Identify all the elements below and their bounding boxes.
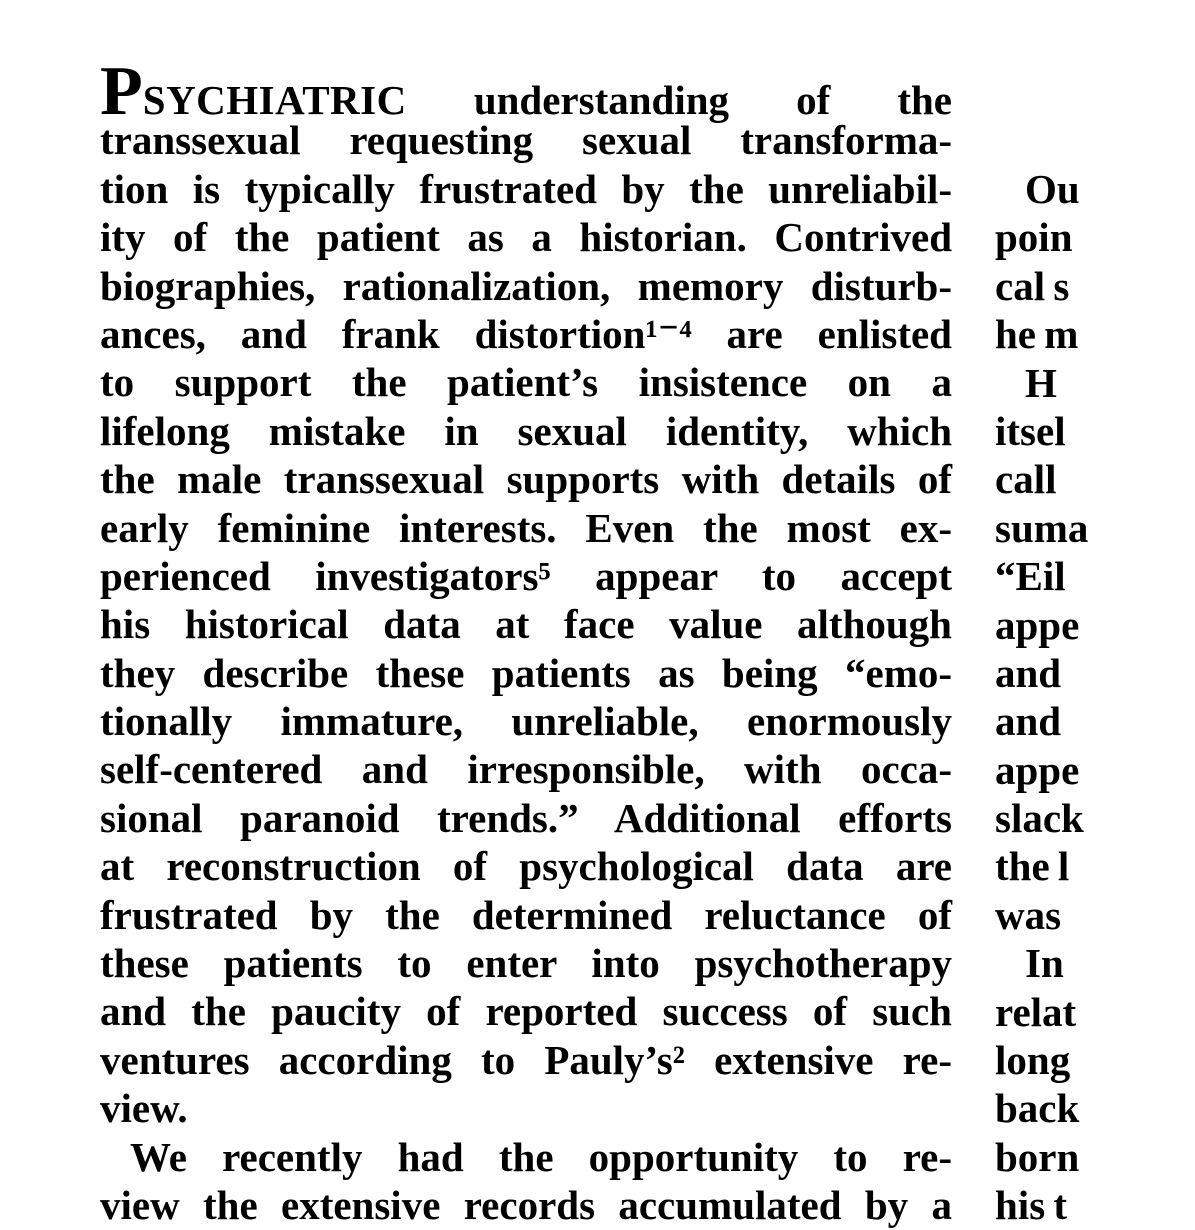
left-text-line: view. [100,1085,188,1132]
left-column-lines [100,116,952,1229]
left-text-line: early feminine interests. Even the most ex- [100,504,952,551]
left-text-line: perienced investigators⁵ appear to accept [100,552,952,599]
right-text-line: born [995,1133,1080,1180]
opening-line-rest: understanding of the [473,77,953,123]
right-text-line: was [995,891,1062,938]
right-text-line: and [995,649,1062,696]
right-text-line: the l [995,843,1070,890]
right-text-line: his t [995,1182,1068,1229]
left-text-line: the male transsexual supports with details of [100,456,952,503]
opening-line [100,53,953,130]
right-text-line: itsel [995,407,1066,454]
left-text-line: sional paranoid trends.” Additional efforts [100,794,952,841]
right-text-line: and [995,698,1062,745]
left-text-line: ances, and frank distortion¹⁻⁴ are enlisted [100,310,952,357]
left-text-line: and the paucity of reported success of such [100,988,952,1035]
right-text-line: appe [995,746,1080,793]
left-text-line: ity of the patient as a historian. Contrived [100,214,952,261]
left-text-line: tionally immature, unreliable, enormously [100,698,952,745]
left-text-line: at reconstruction of psychological data are [100,843,952,890]
right-column [995,165,1195,1230]
right-text-line: “Eil [995,553,1066,600]
left-text-line: biographies, rationalization, memory disturb- [100,262,952,309]
right-text-line: long [995,1037,1071,1084]
left-column [100,53,953,1229]
right-text-line: appe [995,601,1080,648]
left-text-line: to support the patient’s insistence on a [100,359,952,406]
left-text-line: frustrated by the determined reluctance of [100,891,952,938]
right-text-line: H [1025,359,1057,406]
right-text-line: he m [995,311,1079,358]
left-text-line: view the extensive records accumulated by a [100,1181,952,1228]
left-text-line: his historical data at face value although [100,601,952,648]
right-text-line: poin [995,214,1073,261]
right-column-lines [995,165,1195,1230]
right-text-line: back [995,1085,1080,1132]
left-text-line: these patients to enter into psychotherapy [100,940,952,987]
right-text-line: In [1025,940,1064,987]
left-text-line: they describe these patients as being “emo- [100,649,952,696]
drop-cap-initial: P [100,53,143,130]
right-text-line: Ou [1025,166,1080,212]
left-text-line: transsexual requesting sexual transforma- [100,117,952,164]
right-text-line: relat [995,988,1077,1035]
right-text-line: call [995,456,1057,503]
right-text-line: cal s [995,262,1070,309]
opening-word-caps: SYCHIATRIC [142,77,407,123]
right-text-line: suma [995,504,1089,551]
right-text-line: slack [995,795,1084,842]
left-text-line: self-centered and irresponsible, with occa- [100,746,952,793]
left-text-line: We recently had the opportunity to re- [130,1133,952,1180]
left-text-line: tion is typically frustrated by the unreliabil- [100,165,952,212]
left-text-line: ventures according to Pauly’s² extensive re- [100,1036,952,1083]
left-text-line: lifelong mistake in sexual identity, which [100,407,952,454]
